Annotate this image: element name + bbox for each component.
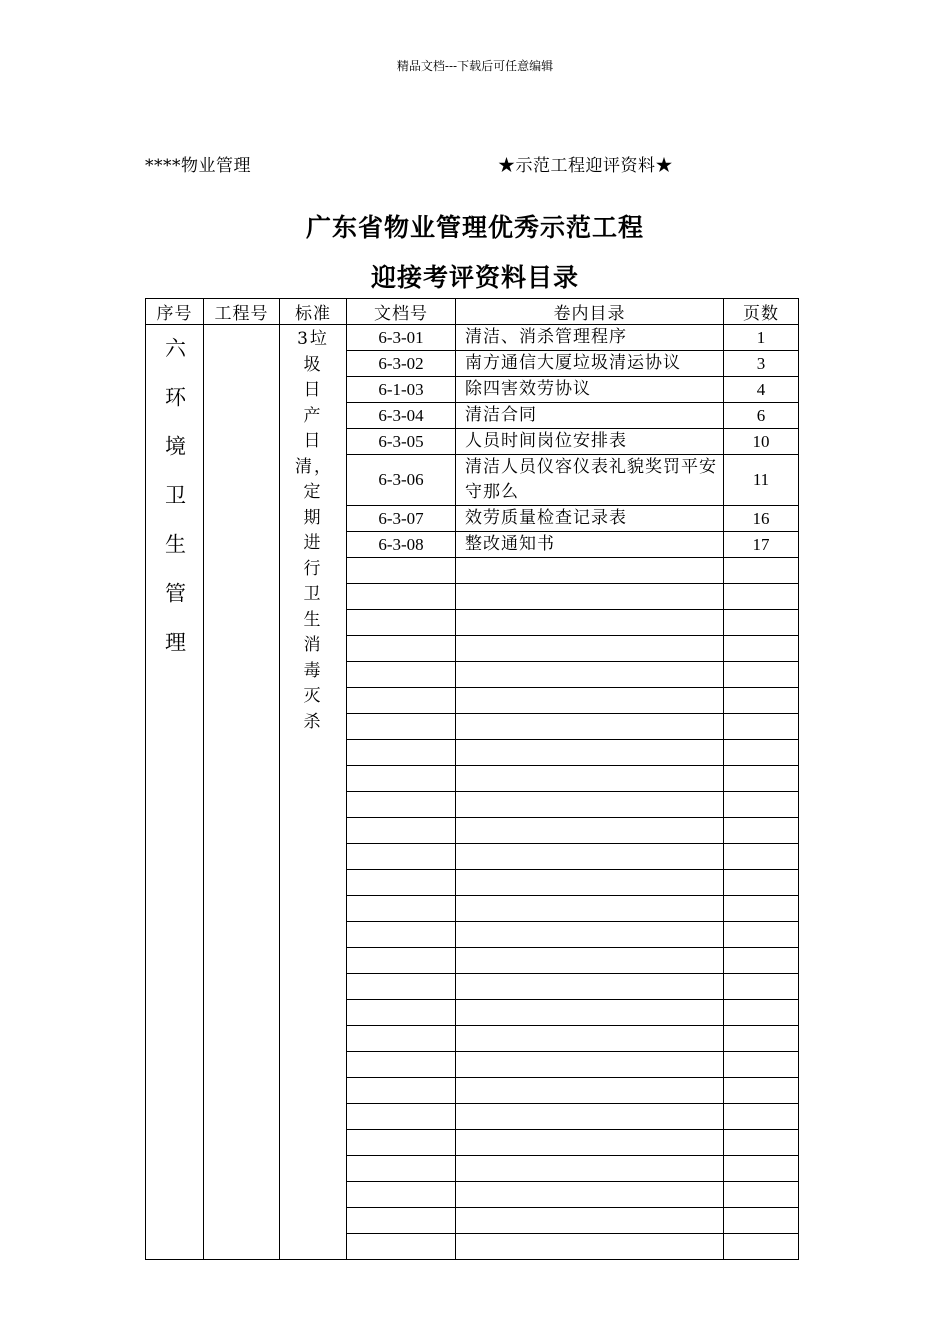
- doc-number-cell: [347, 662, 456, 688]
- contents-cell: [456, 922, 724, 948]
- doc-number-cell: [347, 1104, 456, 1130]
- page-count-cell: [724, 740, 799, 766]
- contents-cell: 整改通知书: [456, 532, 724, 558]
- contents-cell: [456, 1234, 724, 1260]
- contents-cell: [456, 662, 724, 688]
- contents-cell: [456, 1130, 724, 1156]
- page-count-cell: [724, 766, 799, 792]
- contents-cell: 除四害效劳协议: [456, 377, 724, 403]
- doc-number-cell: [347, 688, 456, 714]
- contents-cell: [456, 1208, 724, 1234]
- contents-cell: 清洁、消杀管理程序: [456, 325, 724, 351]
- page-count-cell: [724, 1052, 799, 1078]
- contents-cell: [456, 766, 724, 792]
- page-count-cell: 10: [724, 429, 799, 455]
- contents-cell: [456, 558, 724, 584]
- contents-cell: [456, 1000, 724, 1026]
- section-cell: [146, 325, 204, 1260]
- doc-number-cell: [347, 1234, 456, 1260]
- contents-cell: [456, 896, 724, 922]
- doc-number-cell: [347, 844, 456, 870]
- page-count-cell: [724, 662, 799, 688]
- section-label: 六环境卫生管理: [162, 337, 187, 680]
- contents-cell: 清洁合同: [456, 403, 724, 429]
- page-count-cell: 17: [724, 532, 799, 558]
- doc-number-cell: [347, 610, 456, 636]
- page-count-cell: [724, 1000, 799, 1026]
- contents-cell: [456, 974, 724, 1000]
- doc-number-cell: [347, 1000, 456, 1026]
- header-tagline: ★示范工程迎评资料★: [498, 156, 673, 176]
- contents-cell: [456, 636, 724, 662]
- doc-number-cell: [347, 1026, 456, 1052]
- doc-number-cell: 6-3-04: [347, 403, 456, 429]
- column-header-contents: 卷内目录: [456, 299, 724, 325]
- doc-number-cell: 6-3-08: [347, 532, 456, 558]
- page-count-cell: [724, 584, 799, 610]
- contents-cell: [456, 844, 724, 870]
- column-header-standard: 标准: [280, 299, 347, 325]
- page-count-cell: [724, 636, 799, 662]
- standard-text: 3垃圾日产日清，定期进行卫生消毒灭杀: [295, 329, 333, 732]
- doc-number-cell: 6-3-06: [347, 455, 456, 506]
- page-count-cell: [724, 922, 799, 948]
- page-count-cell: [724, 610, 799, 636]
- contents-cell: [456, 948, 724, 974]
- doc-number-cell: 6-1-03: [347, 377, 456, 403]
- contents-cell: [456, 584, 724, 610]
- header-company: ****物业管理: [145, 156, 251, 176]
- doc-number-cell: [347, 1078, 456, 1104]
- doc-number-cell: [347, 558, 456, 584]
- page-count-cell: [724, 1026, 799, 1052]
- table-header-row: [146, 299, 799, 325]
- doc-number-cell: [347, 1208, 456, 1234]
- column-header-project: 工程号: [204, 299, 280, 325]
- doc-number-cell: [347, 922, 456, 948]
- contents-cell: 效劳质量检查记录表: [456, 506, 724, 532]
- contents-cell: [456, 792, 724, 818]
- doc-number-cell: [347, 1052, 456, 1078]
- contents-cell: [456, 714, 724, 740]
- doc-number-cell: [347, 948, 456, 974]
- contents-cell: [456, 818, 724, 844]
- page-count-cell: [724, 1234, 799, 1260]
- contents-cell: [456, 1182, 724, 1208]
- page-count-cell: [724, 844, 799, 870]
- page-count-cell: [724, 558, 799, 584]
- page-count-cell: [724, 714, 799, 740]
- page-count-cell: 3: [724, 351, 799, 377]
- page-count-cell: [724, 1130, 799, 1156]
- contents-cell: [456, 1078, 724, 1104]
- page-count-cell: [724, 896, 799, 922]
- page-count-cell: 16: [724, 506, 799, 532]
- doc-number-cell: 6-3-05: [347, 429, 456, 455]
- page-count-cell: 6: [724, 403, 799, 429]
- page-count-cell: [724, 948, 799, 974]
- doc-number-cell: [347, 974, 456, 1000]
- doc-number-cell: 6-3-01: [347, 325, 456, 351]
- table-row: [146, 325, 799, 351]
- doc-number-cell: [347, 766, 456, 792]
- table-body: [146, 325, 799, 1260]
- page-count-cell: [724, 818, 799, 844]
- contents-cell: [456, 1026, 724, 1052]
- contents-cell: [456, 1156, 724, 1182]
- page-count-cell: [724, 792, 799, 818]
- doc-number-cell: [347, 792, 456, 818]
- doc-number-cell: 6-3-02: [347, 351, 456, 377]
- document-subtitle: 迎接考评资料目录: [370, 263, 579, 292]
- doc-number-cell: [347, 740, 456, 766]
- doc-number-cell: [347, 896, 456, 922]
- page-count-cell: [724, 974, 799, 1000]
- watermark-text: 精品文档---下载后可任意编辑: [396, 59, 554, 73]
- contents-cell: 清洁人员仪容仪表礼貌奖罚平安守那么: [456, 455, 724, 506]
- doc-number-cell: [347, 1156, 456, 1182]
- page-count-cell: [724, 1078, 799, 1104]
- doc-number-cell: [347, 714, 456, 740]
- contents-cell: [456, 870, 724, 896]
- column-header-pages: 页数: [724, 299, 799, 325]
- document-title: 广东省物业管理优秀示范工程: [305, 213, 644, 242]
- page-count-cell: [724, 870, 799, 896]
- page-count-cell: [724, 688, 799, 714]
- project-no-cell: [204, 325, 280, 1260]
- page-count-cell: [724, 1182, 799, 1208]
- column-header-doc-no: 文档号: [347, 299, 456, 325]
- page-count-cell: 4: [724, 377, 799, 403]
- doc-number-cell: [347, 584, 456, 610]
- contents-cell: [456, 1104, 724, 1130]
- doc-number-cell: [347, 818, 456, 844]
- contents-cell: [456, 740, 724, 766]
- column-header-seq: 序号: [146, 299, 204, 325]
- contents-cell: [456, 1052, 724, 1078]
- doc-number-cell: [347, 1182, 456, 1208]
- doc-number-cell: 6-3-07: [347, 506, 456, 532]
- contents-cell: [456, 688, 724, 714]
- toc-table: [145, 298, 799, 1260]
- page-count-cell: [724, 1104, 799, 1130]
- page-count-cell: 1: [724, 325, 799, 351]
- contents-cell: 南方通信大厦垃圾清运协议: [456, 351, 724, 377]
- contents-cell: 人员时间岗位安排表: [456, 429, 724, 455]
- doc-number-cell: [347, 1130, 456, 1156]
- contents-cell: [456, 610, 724, 636]
- standard-cell: [280, 325, 347, 1260]
- doc-number-cell: [347, 636, 456, 662]
- doc-number-cell: [347, 870, 456, 896]
- page-count-cell: 11: [724, 455, 799, 506]
- page-count-cell: [724, 1208, 799, 1234]
- page-count-cell: [724, 1156, 799, 1182]
